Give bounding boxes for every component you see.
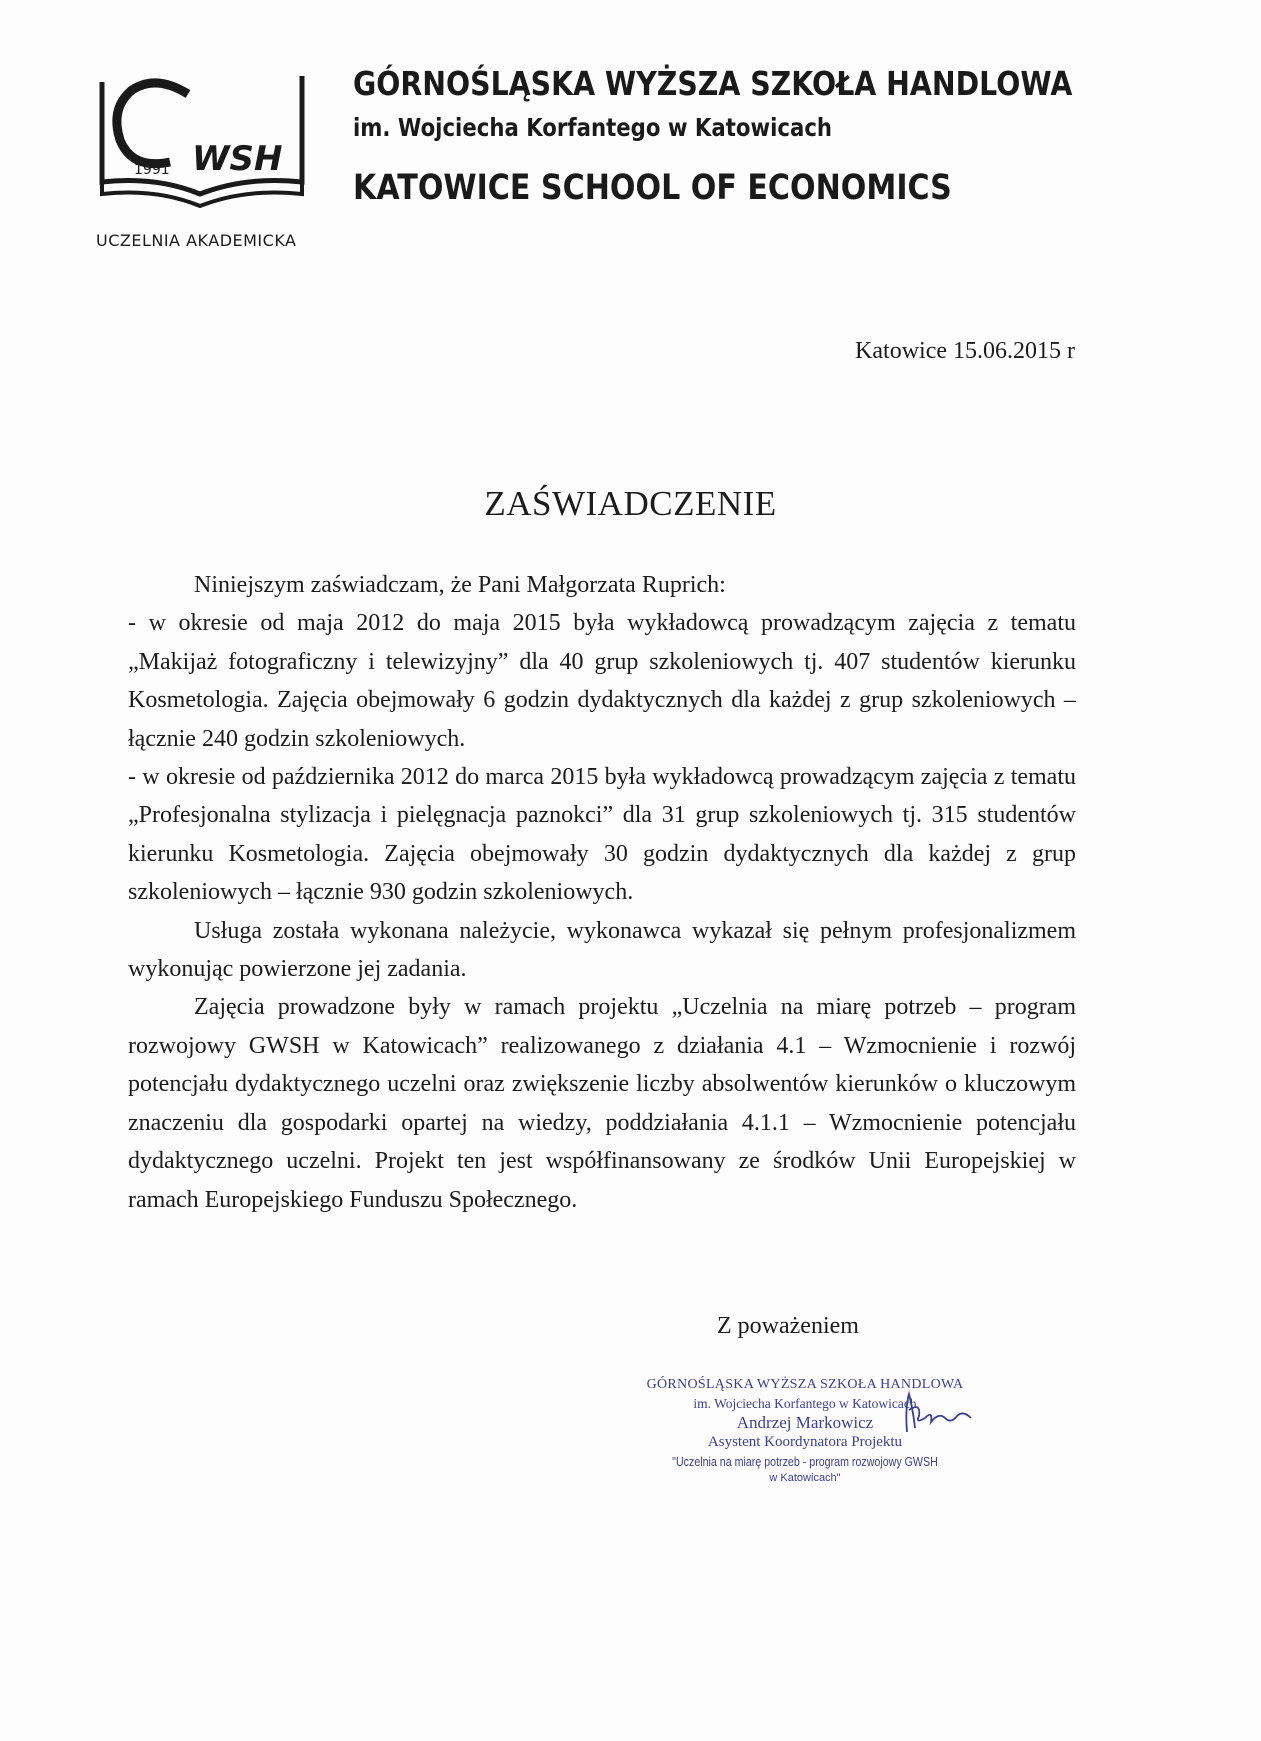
gwsh-logo xyxy=(96,66,308,208)
intro-paragraph: Niniejszym zaświadczam, że Pani Małgorzata Ruprich: xyxy=(194,572,726,598)
svg-text:1991: 1991 xyxy=(134,162,170,178)
project-paragraph: Zajęcia prowadzone były w ramach projektu „Uczelnia na miarę potrzeb – program rozwojowy GWSH w Katowicach” realizowanego z działania 4.1 – Wzmocnienie i rozwój potencjału dydaktycznego uczelni oraz zwiększenie liczby absolwentów kierunków o kluczowym znaczeniu dla gospodarki opartej na wiedzy, poddziałania 4.1.1 – Wzmocnienie potencjału dydaktycznego uczelni. Projekt ten jest współfinansowany ze środków Unii Europejskiej w ramach Europejskiego Funduszu Społecznego. xyxy=(128,994,1076,1213)
evaluation-paragraph: Usługa została wykonana należycie, wykonawca wykazał się pełnym profesjonalizmem wykonując powierzone jej zadania. xyxy=(128,917,1076,983)
document-body xyxy=(128,566,1076,1219)
stamp-patron: im. Wojciecha Korfantego w Katowicach xyxy=(693,1396,917,1411)
school-name-polish: GÓRNOŚLĄSKA WYŻSZA SZKOŁA HANDLOWA xyxy=(353,64,1073,103)
stamp-project-city: w Katowicach" xyxy=(769,1472,841,1484)
svg-text:WSH: WSH xyxy=(192,139,283,179)
first-course-paragraph: - w okresie od maja 2012 do maja 2015 była wykładowcą prowadzącym zajęcia z tematu „Makijaż fotograficzny i telewizyjny” dla 40 grup szkoleniowych tj. 407 studentów kierunku Kosmetologia. Zajęcia obejmowały 6 godzin dydaktycznych dla każdej z grup szkoleniowych – łącznie 240 godzin szkoleniowych. xyxy=(128,610,1076,752)
school-name-english: KATOWICE SCHOOL OF ECONOMICS xyxy=(353,168,952,208)
document-date: Katowice 15.06.2015 r xyxy=(855,338,1075,364)
document-title: ZAŚWIADCZENIE xyxy=(484,484,777,523)
school-patron: im. Wojciecha Korfantego w Katowicach xyxy=(353,113,833,142)
stamp-project-name: "Uczelnia na miarę potrzeb - program rozwojowy GWSH xyxy=(672,1454,938,1469)
academic-label: UCZELNIA AKADEMICKA xyxy=(96,231,297,250)
stamp-school-name: GÓRNOŚLĄSKA WYŻSZA SZKOŁA HANDLOWA xyxy=(646,1377,964,1392)
closing-text: Z poważeniem xyxy=(717,1313,859,1339)
stamp-position: Asystent Koordynatora Projektu xyxy=(707,1434,903,1450)
stamp-person-name: Andrzej Markowicz xyxy=(736,1413,874,1432)
second-course-paragraph: - w okresie od października 2012 do marca 2015 była wykładowcą prowadzącym zajęcia z tematu „Profesjonalna stylizacja i pielęgnacja paznokci” dla 31 grup szkoleniowych tj. 315 studentów kierunku Kosmetologia. Zajęcia obejmowały 30 godzin dydaktycznych dla każdej z grup szkoleniowych – łącznie 930 godzin szkoleniowych. xyxy=(128,764,1076,906)
handwritten-signature xyxy=(895,1388,975,1438)
